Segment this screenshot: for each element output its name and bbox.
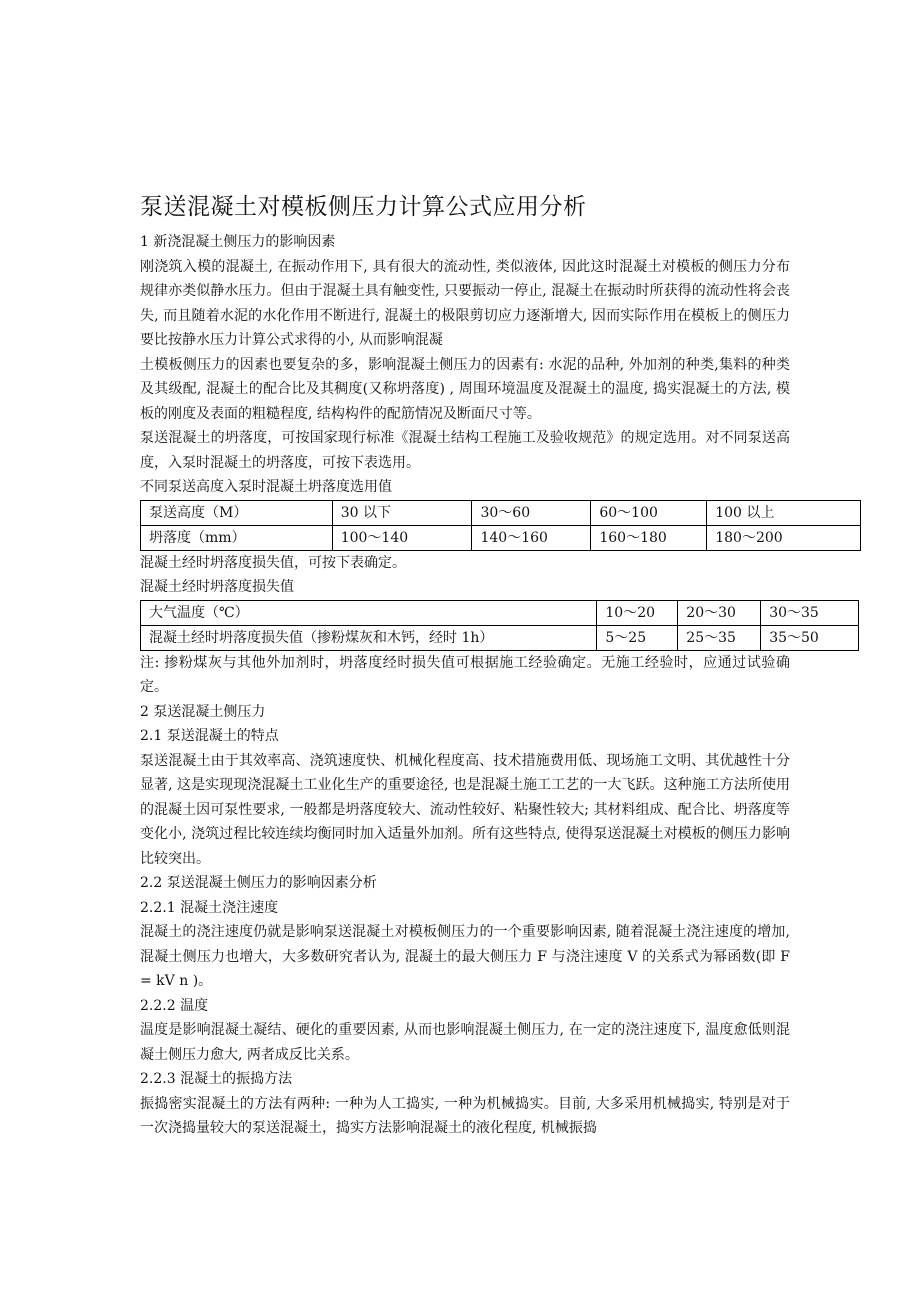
table-cell: 30～60 [472,500,591,525]
table-1-caption: 不同泵送高度入泵时混凝土坍落度选用值 [140,479,392,495]
table-cell: 泵送高度（M） [141,500,333,525]
table-cell: 30～35 [761,600,859,625]
table-cell: 25～35 [678,625,761,650]
table-row [141,625,859,650]
table-cell: 20～30 [678,600,761,625]
subsection-2-1-heading: 2.1 泵送混凝土的特点 [140,728,279,744]
subsection-2-1-paragraph: 泵送混凝土由于其效率高、浇筑速度快、机械化程度高、技术措施费用低、现场施工文明、其优越性十分显著, 这是实现现浇混凝土工业化生产的重要途径, 也是混凝土施工工艺的一大飞跃。这种施工方法所使用的混凝土因可泵性要求, 一般都是坍落度较大、流动性较好、粘聚性较大; 其材料组成、配合比、坍落度等变化小, 浇筑过程比较连续均衡同时加入适量外加剂。所有这些特点, 使得泵送混凝土对模板的侧压力影响比较突出。 [140,752,790,867]
subsection-2-2-3-heading: 2.2.3 混凝土的振捣方法 [140,1071,293,1087]
table-cell: 180～200 [707,525,861,550]
slump-selection-table [140,500,861,551]
subsection-2-2-1-paragraph: 混凝土的浇注速度仍就是影响泵送混凝土对模板侧压力的一个重要影响因素, 随着混凝土浇注速度的增加, 混凝土侧压力也增大，大多数研究者认为, 混凝土的最大侧压力 F 与浇注速度 V 的关系式为幂函数(即 F = kV n )。 [140,924,790,989]
table-row [141,525,861,550]
section-2-heading: 2 泵送混凝土侧压力 [140,703,266,720]
document-title: 泵送混凝土对模板侧压力计算公式应用分析 [140,194,587,220]
table-cell: 30 以下 [332,500,472,525]
table-cell: 100 以上 [707,500,861,525]
table-cell: 60～100 [591,500,707,525]
subsection-2-2-1-heading: 2.2.1 混凝土浇注速度 [140,899,279,916]
subsection-2-2-3-paragraph: 振捣密实混凝土的方法有两种: 一种为人工捣实, 一种为机械捣实。目前, 大多采用机械捣实, 特别是对于一次浇捣量较大的泵送混凝土，捣实方法影响混凝土的液化程度, 机械振捣 [140,1095,790,1136]
table-cell: 坍落度（mm） [141,525,333,550]
table-cell: 100～140 [332,525,472,550]
section-1-paragraph-2: 土模板侧压力的因素也要复杂的多，影响混凝土侧压力的因素有: 水泥的品种, 外加剂的种类,集料的种类及其级配, 混凝土的配合比及其稠度(又称坍落度) , 周围环境温度及混凝土的温度, 捣实混凝土的方法, 模板的刚度及表面的粗糙程度, 结构构件的配筋情况及断面尺寸等。 [140,356,790,422]
table-note: 注: 掺粉煤灰与其他外加剂时，坍落度经时损失值可根据施工经验确定。无施工经验时，应通过试验确定。 [140,654,790,695]
section-1-paragraph-4: 混凝土经时坍落度损失值，可按下表确定。 [140,554,406,571]
table-row [141,500,861,525]
table-row [141,600,859,625]
table-cell: 160～180 [591,525,707,550]
table-cell: 混凝土经时坍落度损失值（掺粉煤灰和木钙，经时 1h） [141,625,597,650]
slump-loss-table [140,600,859,651]
table-cell: 5～25 [597,625,678,650]
table-cell: 10～20 [597,600,678,625]
section-1-paragraph-1: 刚浇筑入模的混凝土, 在振动作用下, 具有很大的流动性, 类似液体, 因此这时混凝土对模板的侧压力分布规律亦类似静水压力。但由于混凝土具有触变性, 只要振动一停止, 混凝土在振动时所获得的流动性将会丧失, 而且随着水泥的水化作用不断进行, 混凝土的极限剪切应力逐渐增大, 因而实际作用在模板上的侧压力要比按静水压力计算公式求得的小, 从而影响混凝 [140,258,790,348]
table-cell: 大气温度（℃） [141,600,597,625]
table-2-caption: 混凝土经时坍落度损失值 [140,579,294,595]
table-cell: 140～160 [472,525,591,550]
document-body [140,190,819,1141]
subsection-2-2-2-paragraph: 温度是影响混凝土凝结、硬化的重要因素, 从而也影响混凝土侧压力, 在一定的浇注速度下, 温度愈低则混凝土侧压力愈大, 两者成反比关系。 [140,1022,790,1063]
subsection-2-2-2-heading: 2.2.2 温度 [140,997,209,1014]
subsection-2-2-heading: 2.2 泵送混凝土侧压力的影响因素分析 [140,875,377,891]
section-1-paragraph-3: 泵送混凝土的坍落度，可按国家现行标准《混凝土结构工程施工及验收规范》的规定选用。对不同泵送高度，入泵时混凝土的坍落度，可按下表选用。 [140,430,790,471]
section-1-heading: 1 新浇混凝土侧压力的影响因素 [140,234,336,250]
table-cell: 35～50 [761,625,859,650]
